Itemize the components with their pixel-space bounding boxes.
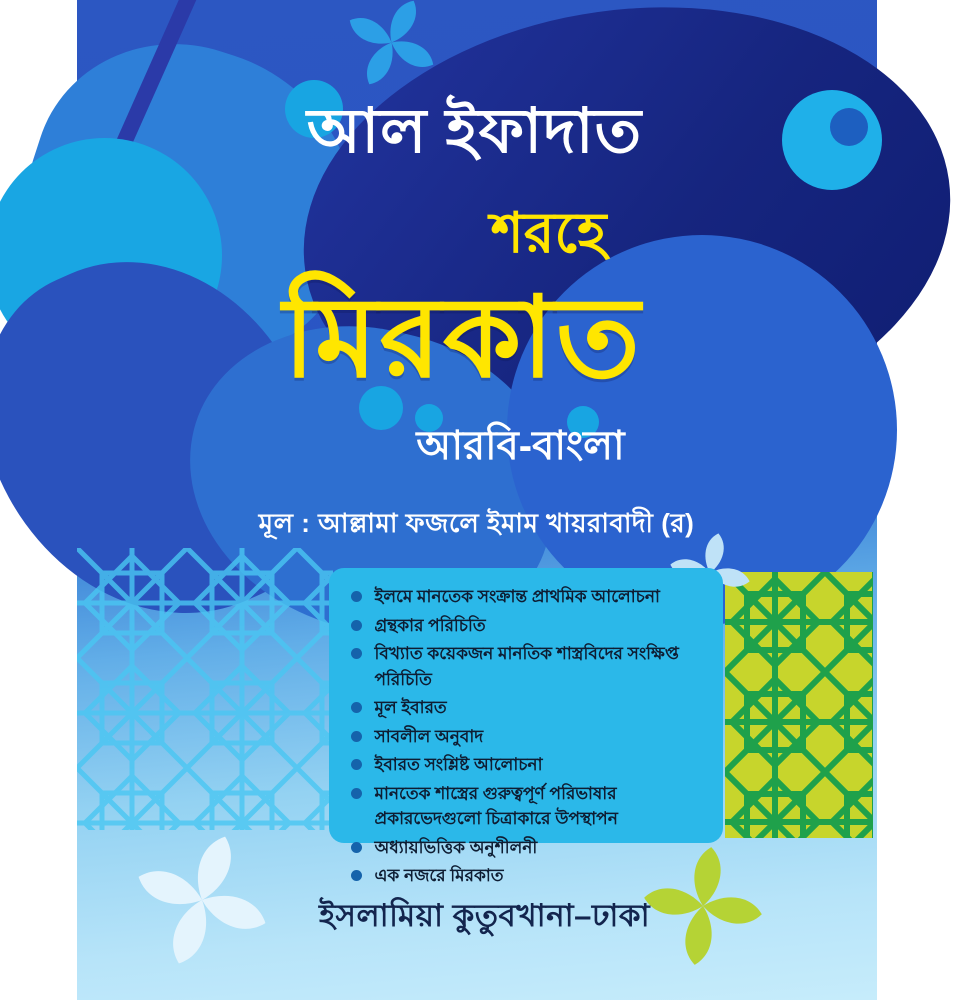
bullet-icon [351,731,362,742]
author-line: মূল : আল্লামা ফজলে ইমাম খায়রাবাদী (র) [258,508,695,538]
bullet-icon [351,842,362,853]
bullet-icon [351,620,362,631]
main-title: মিরকাত [283,275,642,400]
bullet-icon [351,759,362,770]
feature-text: মানতেক শাস্ত্রের গুরুত্বপূর্ণ পরিভাষার প্রকারভেদগুলো চিত্রাকারে উপস্থাপন [374,783,618,828]
geometric-pattern-left [77,548,333,830]
feature-text: এক নজরে মিরকাত [374,866,504,885]
bullet-icon [351,870,362,881]
list-item [351,752,709,778]
bullet-icon [351,702,362,713]
bullet-icon [351,788,362,799]
feature-text: গ্রন্থকার পরিচিতি [374,615,486,635]
list-item [351,695,709,721]
bullet-icon [351,648,362,659]
feature-text: বিখ্যাত কয়েকজন মানতিক শাস্ত্রবিদের সংক্ষিপ্ত পরিচিতি [374,644,679,689]
list-item [351,613,709,639]
feature-text: মূল ইবারত [374,698,447,717]
feature-text: ইলমে মানতেক সংক্রান্ত প্রাথমিক আলোচনা [374,587,660,606]
book-cover [77,0,877,1000]
edition-label: শরহে [490,201,607,264]
bullet-icon [351,591,362,602]
list-item [351,863,709,889]
features-box [329,568,723,885]
list-item [351,781,709,832]
features-list [351,584,709,889]
publisher-name: ইসলামিয়া কুতুবখানা–ঢাকা [318,898,651,933]
feature-text: ইবারত সংশ্লিষ্ট আলোচনা [374,755,543,774]
list-item [351,584,709,610]
list-item [351,835,709,861]
feature-text: সাবলীল অনুবাদ [374,726,484,746]
list-item [351,641,709,692]
language-label: আরবি-বাংলা [416,424,625,468]
series-title: আল ইফাদাত [306,97,643,166]
list-item [351,724,709,750]
feature-text: অধ্যায়ভিত্তিক অনুশীলনী [374,837,538,857]
